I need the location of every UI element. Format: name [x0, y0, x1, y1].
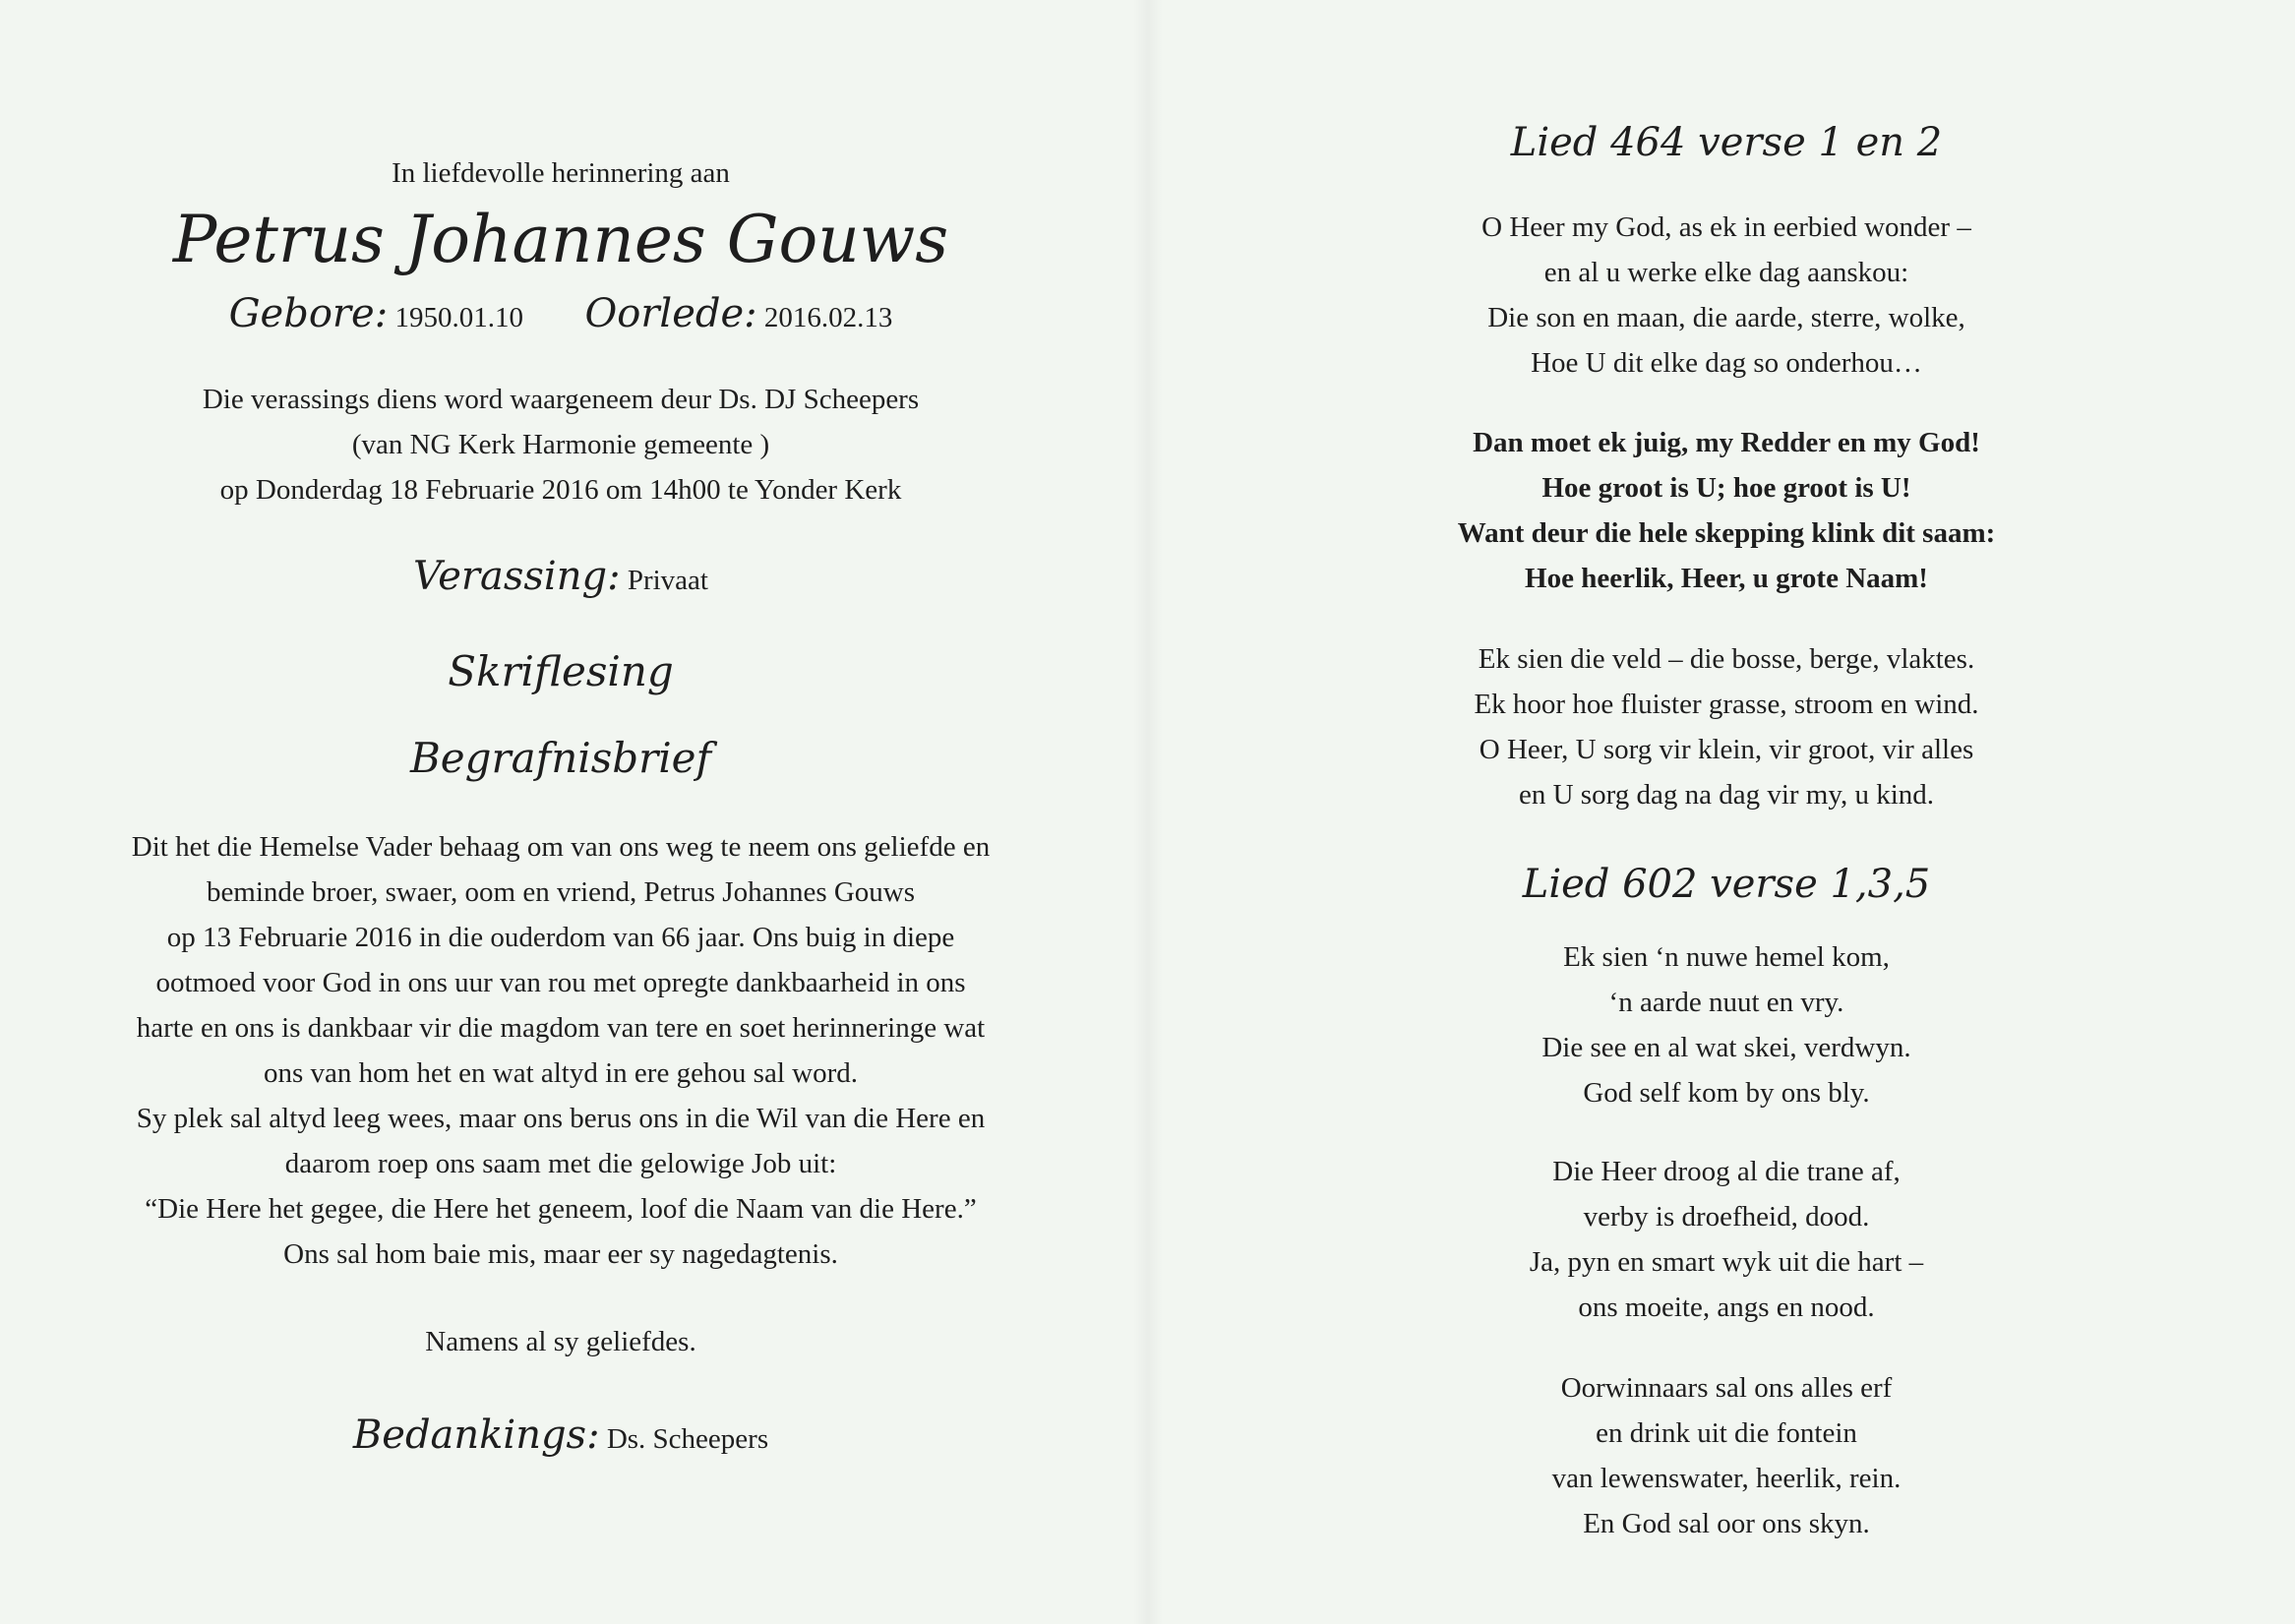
born-label: Gebore:: [228, 291, 389, 336]
verse-line: van lewenswater, heerlik, rein.: [1551, 1463, 1902, 1494]
verse-line: O Heer my God, as ek in eerbied wonder –: [1481, 211, 1971, 243]
thanks-value: Ds. Scheepers: [606, 1423, 769, 1455]
verse-line: Oorwinnaars sal ons alles erf: [1560, 1372, 1893, 1404]
verse-line: Ek sien ‘n nuwe hemel kom,: [1563, 941, 1890, 973]
hymn2-stanza3: [1372, 1365, 2081, 1546]
thanks-row: [69, 1413, 1053, 1458]
deceased-name: Petrus Johannes Gouws: [172, 202, 949, 277]
service-line: (van NG Kerk Harmonie gemeente ): [351, 429, 770, 460]
service-details: [69, 377, 1053, 512]
letter-line: daarom roep ons saam met die gelowige Job uit:: [284, 1148, 837, 1179]
verse-line: en U sorg dag na dag vir my, u kind.: [1518, 779, 1935, 811]
hymn2-stanza2: [1372, 1149, 2081, 1330]
intro-text: In liefdevolle herinnering aan: [392, 157, 730, 189]
died-date: 2016.02.13: [763, 302, 893, 333]
verse-line: God self kom by ons bly.: [1583, 1077, 1870, 1109]
verse-line: O Heer, U sorg vir klein, vir groot, vir alles: [1479, 734, 1974, 765]
cremation-row: [69, 554, 1053, 599]
thanks-label: Bedankings:: [352, 1413, 600, 1458]
letter-heading: Begrafnisbrief: [409, 734, 712, 782]
letter-line: Ons sal hom baie mis, maar eer sy nagedagtenis.: [283, 1238, 838, 1270]
born-date: 1950.01.10: [394, 302, 523, 333]
verse-line: Ja, pyn en smart wyk uit die hart –: [1529, 1246, 1924, 1278]
verse-line: Ek sien die veld – die bosse, berge, vlaktes.: [1478, 643, 1975, 675]
chorus-line: Dan moet ek juig, my Redder en my God!: [1473, 427, 1980, 458]
closing-text: Namens al sy geliefdes.: [425, 1326, 696, 1357]
letter-line: ootmoed voor God in ons uur van rou met opregte dankbaarheid in ons: [155, 967, 966, 998]
verse-line: verby is droefheid, dood.: [1583, 1201, 1870, 1233]
letter-line: “Die Here het gegee, die Here het geneem, loof die Naam van die Here.”: [145, 1193, 977, 1225]
verse-line: Hoe U dit elke dag so onderhou…: [1531, 347, 1922, 379]
letter-line: ons van hom het en wat altyd in ere gehou sal word.: [263, 1057, 858, 1089]
verse-line: ons moeite, angs en nood.: [1578, 1292, 1875, 1323]
funeral-letter: [69, 824, 1053, 1277]
hymn1-stanza2: [1372, 636, 2081, 817]
hymn1-chorus: [1372, 420, 2081, 601]
verse-line: Die see en al wat skei, verdwyn.: [1541, 1032, 1911, 1063]
letter-line: harte en ons is dankbaar vir die magdom van tere en soet herinneringe wat: [136, 1012, 986, 1044]
service-line: op Donderdag 18 Februarie 2016 om 14h00 te Yonder Kerk: [219, 474, 902, 506]
life-dates: [69, 291, 1053, 336]
letter-line: Sy plek sal altyd leeg wees, maar ons berus ons in die Wil van die Here en: [136, 1103, 986, 1134]
verse-line: Die son en maan, die aarde, sterre, wolke,: [1487, 302, 1965, 333]
cremation-label: Verassing:: [413, 554, 621, 599]
cremation-value: Privaat: [627, 565, 708, 596]
hymn2-stanza1: [1372, 934, 2081, 1115]
verse-line: En God sal oor ons skyn.: [1583, 1508, 1870, 1539]
verse-line: Ek hoor hoe fluister grasse, stroom en wind.: [1474, 689, 1979, 720]
hymn1-stanza1: [1372, 205, 2081, 386]
letter-line: Dit het die Hemelse Vader behaag om van ons weg te neem ons geliefde en: [131, 831, 991, 863]
died-label: Oorlede:: [584, 291, 757, 336]
chorus-line: Hoe heerlik, Heer, u grote Naam!: [1525, 563, 1928, 594]
chorus-line: Want deur die hele skepping klink dit saam:: [1457, 517, 1996, 549]
scripture-heading: Skriflesing: [448, 647, 674, 695]
service-line: Die verassings diens word waargeneem deur Ds. DJ Scheepers: [202, 384, 920, 415]
chorus-line: Hoe groot is U; hoe groot is U!: [1541, 472, 1911, 504]
letter-line: op 13 Februarie 2016 in die ouderdom van 66 jaar. Ons buig in diepe: [166, 922, 955, 953]
verse-line: Die Heer droog al die trane af,: [1552, 1156, 1901, 1187]
verse-line: en drink uit die fontein: [1596, 1417, 1857, 1449]
hymn1-title: Lied 464 verse 1 en 2: [1510, 120, 1943, 165]
hymn2-title: Lied 602 verse 1,3,5: [1522, 862, 1931, 907]
verse-line: ‘n aarde nuut en vry.: [1608, 987, 1844, 1018]
verse-line: en al u werke elke dag aanskou:: [1543, 257, 1909, 288]
page-fold: [1133, 0, 1163, 1624]
letter-line: beminde broer, swaer, oom en vriend, Petrus Johannes Gouws: [206, 876, 916, 908]
